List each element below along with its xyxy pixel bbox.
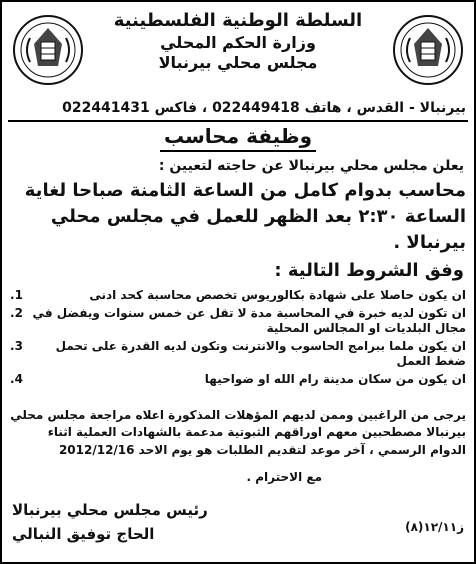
condition-number: 2.	[10, 305, 23, 320]
ministry-name: وزارة الحكم المحلي	[160, 32, 316, 52]
intro-text: يعلن مجلس محلي بيرنبالا عن حاجته لتعيين :	[158, 158, 464, 174]
authority-name: السلطة الوطنية الفلسطينية	[113, 10, 363, 31]
emblem-left-icon	[12, 14, 84, 86]
job-title: وظيفة محاسب	[160, 124, 316, 152]
closing-respect: مع الاحترام .	[246, 470, 322, 484]
divider	[8, 120, 468, 122]
condition-number: 4.	[10, 371, 23, 386]
contact-line: بيرنبالا - القدس ، هاتف 022449418 ، فاكس 022441431	[62, 100, 466, 116]
conditions-list	[10, 288, 466, 390]
letterhead	[92, 10, 384, 73]
condition-number: 3.	[10, 338, 23, 353]
condition-text: ان يكون حاصلا على شهادة بكالوريوس تخصص محاسبة كحد ادنى	[89, 288, 466, 302]
position-description: محاسب بدوام كامل من الساعة الثامنة صباحا لغاية الساعة ٢:٣٠ بعد الظهر للعمل في مجلس محلي بيرنبالا .	[24, 180, 466, 254]
condition-item	[10, 339, 466, 370]
condition-text: ان يكون من سكان مدينة رام الله او ضواحيها	[204, 371, 466, 386]
signature-block	[12, 498, 208, 546]
signatory-name: الحاج توفيق النبالي	[12, 525, 155, 543]
emblem-right-icon	[392, 14, 464, 86]
condition-item	[10, 306, 466, 337]
condition-number: 1.	[10, 288, 23, 302]
condition-item	[10, 372, 466, 388]
condition-item	[10, 288, 466, 304]
conditions-title: وفق الشروط التالية :	[274, 260, 464, 281]
condition-text: ان يكون ملما ببرامج الحاسوب والانترنت وتكون لديه القدرة على تحمل ضغط العمل	[55, 338, 466, 369]
condition-text: ان تكون لديه خبرة في المحاسبة مدة لا تقل عن خمس سنوات ويفضل في مجال البلديات او المجالس المحلية	[32, 305, 466, 336]
title-wrap	[2, 124, 474, 152]
council-name: مجلس محلي بيرنبالا	[158, 52, 318, 72]
signatory-title: رئيس مجلس محلي بيرنبالا	[12, 501, 208, 519]
reference-code: ز١٢/١١(٨)	[405, 520, 464, 534]
application-note: يرجى من الراغبين وممن لديهم المؤهلات المذكورة اعلاه مراجعة مجلس محلي بيرنبالا مصطحبين معهم اوراقهم الثبوتية مدعمة بالشهادات العملية اثناء الدوام الرسمي ، آخر موعد لتقديم الطلبات هو يوم الاحد 2012/12/16	[10, 408, 466, 457]
